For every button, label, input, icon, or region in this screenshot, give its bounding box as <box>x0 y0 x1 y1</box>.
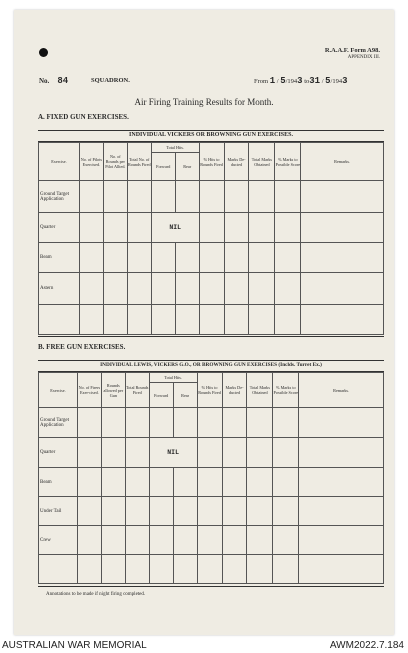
col-exercise: Exercise. <box>39 143 80 181</box>
from-label: From <box>254 78 269 85</box>
from-year-prefix: /194 <box>285 78 298 85</box>
section-a-table <box>38 130 384 337</box>
col-marks-deducted: Marks De-ducted <box>224 143 249 181</box>
row-label: Ground Target Application <box>39 181 80 213</box>
document-sheet <box>14 10 394 635</box>
from-year-digit: 3 <box>297 76 303 86</box>
col-firers: No. of Firers Exer-cised. <box>77 373 101 408</box>
section-b-table <box>38 360 384 587</box>
col-remarks: Remarks. <box>301 143 384 181</box>
row-label: Quarter <box>39 438 78 468</box>
row-label: Beam <box>39 468 78 497</box>
section-b-heading: B. FREE GUN EXERCISES. <box>38 343 126 351</box>
from-day: 1 <box>269 76 276 86</box>
col-total-hits: Total Hits. <box>149 373 197 383</box>
footer-right: AWM2022.7.184 <box>329 640 404 651</box>
col-total-rounds: Total Rounds Fired <box>125 373 149 408</box>
col-total-marks: Total Marks Obtained <box>249 143 275 181</box>
table-row <box>39 243 384 273</box>
table-row <box>39 305 384 335</box>
nil-stamp: NIL <box>151 213 199 243</box>
section-a-table-title: INDIVIDUAL VICKERS OR BROWNING GUN EXERCISES. <box>38 132 384 142</box>
table-row <box>39 213 384 243</box>
col-pct-marks: % Marks to Possible Score <box>273 373 299 408</box>
form-number: R.A.A.F. Form A98. <box>324 47 380 54</box>
col-forward: Forward <box>149 383 173 408</box>
squadron-label: SQUADRON. <box>91 77 130 84</box>
col-pct-hits: % Hits to Rounds Fired <box>197 373 222 408</box>
nil-stamp: NIL <box>149 438 197 468</box>
table-row <box>39 408 384 438</box>
section-b-grid <box>38 372 384 584</box>
col-exercise: Exercise. <box>39 373 78 408</box>
to-year-prefix: /194 <box>330 78 343 85</box>
col-remarks: Remarks. <box>299 373 384 408</box>
row-label: Beam <box>39 243 80 273</box>
col-pilots: No. of Pilots Exercised. <box>79 143 103 181</box>
col-total-rounds: Total No. of Rounds Fired <box>127 143 151 181</box>
table-row <box>39 497 384 526</box>
section-a-grid <box>38 142 384 335</box>
col-marks-deducted: Marks De-ducted <box>222 373 247 408</box>
col-rear: Rear <box>173 383 197 408</box>
col-total-hits: Total Hits. <box>151 143 199 153</box>
section-b-table-title: INDIVIDUAL LEWIS, VICKERS G.O., OR BROWNING GUN EXERCISES (Inclds. Turret Ex.) <box>38 362 384 372</box>
to-day: 31 <box>309 76 321 86</box>
to-label: to <box>304 78 310 85</box>
col-rear: Rear <box>175 153 199 181</box>
table-row <box>39 438 384 468</box>
footer-left: AUSTRALIAN WAR MEMORIAL <box>2 640 147 651</box>
col-pct-marks: % Marks to Possible Score <box>275 143 301 181</box>
squadron-number: 84 <box>57 76 69 86</box>
row-label: Under Tail <box>39 497 78 526</box>
row-label: Ground Target Application <box>39 408 78 438</box>
appendix-label: APPENDIX III. <box>347 55 380 60</box>
from-month: 5 <box>280 76 286 86</box>
date-range: From 1 / 5/1943 to31 / 5/1943 <box>254 76 348 86</box>
punch-hole <box>39 48 48 57</box>
table-row <box>39 181 384 213</box>
table-row <box>39 555 384 584</box>
table-row <box>39 526 384 555</box>
table-row <box>39 273 384 305</box>
row-label: Astern <box>39 273 80 305</box>
col-total-marks: Total Marks Obtained <box>247 373 273 408</box>
no-label: No. <box>39 77 50 85</box>
col-pct-hits: % Hits to Rounds Fired <box>199 143 224 181</box>
annotation-note: Annotations to be made if night firing completed. <box>46 592 146 597</box>
row-label: Crew <box>39 526 78 555</box>
section-a-heading: A. FIXED GUN EXERCISES. <box>38 113 129 121</box>
to-year-digit: 3 <box>342 76 348 86</box>
col-rounds-per-pilot: No. of Rounds per Pilot Allted. <box>103 143 127 181</box>
row-label: Quarter <box>39 213 80 243</box>
table-row <box>39 468 384 497</box>
col-rounds-per-gun: Rounds allowed per Gun <box>101 373 125 408</box>
squadron-number-field <box>39 76 68 86</box>
col-forward: Forward <box>151 153 175 181</box>
page-title: Air Firing Training Results for Month. <box>134 97 274 107</box>
to-month: 5 <box>325 76 331 86</box>
